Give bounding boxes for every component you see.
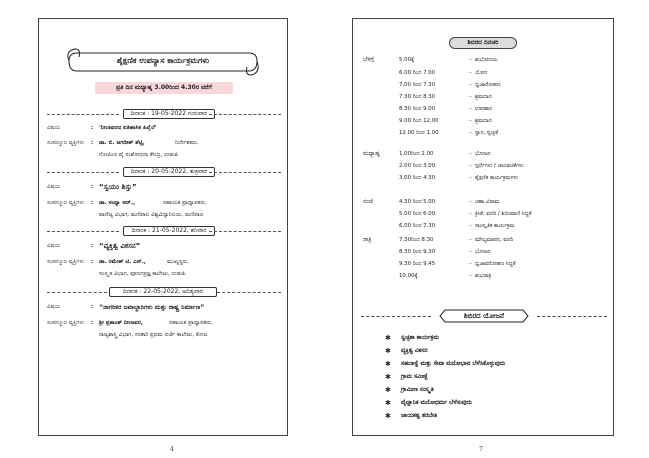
schedule-dash: – [469,82,472,88]
speaker-name: ಡಾ. ಸಂಧ್ಯಾ ಆರ್., [99,200,136,206]
day-date: ದಿನಾಂಕ : 21-05-2022, ಶನಿವಾರ [123,226,215,236]
asterisk-bullet-icon: ✱ [385,347,391,355]
topic-label: ವಿಷಯ [47,125,61,131]
speaker-label: ಸಂಪನ್ಮೂಲ ವ್ಯಕ್ತಿಗಳು [47,200,85,206]
schedule-activity: ಮೌಲ್ಯಮಾಪನ, ವರದಿ [475,237,514,243]
topic-label: ವಿಷಯ [47,243,61,249]
lectures-title-banner [65,47,261,77]
speaker-org: ಗೋವಿಂದ ಪೈ ಸಂಶೋಧನಾ ಕೇಂದ್ರ, ಉಡುಪಿ [99,152,179,158]
schedule-time: 6.00 ರಿಂದ 7.30 [399,223,436,229]
speaker-role: ಸಹಾಯಕ ಪ್ರಾಧ್ಯಾಪಕರು, [163,200,207,206]
schedule-activity: ಯೋಗ [475,70,488,76]
schedule-title: ಶಿಬಿರದ ದಿನಚರಿ [449,37,517,49]
plans-separator [361,309,607,323]
schedule-time: 7.00 ರಿಂದ 7.30 [399,82,436,88]
schedule-time: 4.30 ರಿಂದ 5.00 [399,199,436,205]
left-page: ಶೈಕ್ಷಣಿಕ ಉಪನ್ಯಾಸ ಕಾರ್ಯಕ್ರಮಗಳು ಪ್ರತಿ ದಿನ ಮಧ್ಯಾಹ್ನ 3.00ರಿಂದ 4.30ರ ವರೆಗೆ ದಿನಾಂಕ : 19-05-2022 ಗುರುವಾರ ವಿಷಯ : 'ನೀಲಾವರದ ಐತಿಹಾಸಿಕ ಹಿನ್ನೆಲೆ' ಸಂಪನ್ಮೂಲ ವ್ಯಕ್ತಿಗಳು : ಡಾ. ಬಿ. ಜಗದೀಶ್ ಶೆಟ್ಟಿ, ನಿರ್ದೇಶಕರು, ಗೋವಿಂದ ಪೈ ಸಂಶೋಧನಾ ಕೇಂದ್ರ, ಉಡುಪಿ ದಿನಾಂಕ : 20-05-2022, ಶುಕ್ರವಾರ ವಿಷಯ : “ಸ್ವಯಂ ಶಿಸ್ತು” ಸಂಪನ್ಮೂಲ ವ್ಯಕ್ತಿಗಳು : ಡಾ. ಸಂಧ್ಯಾ ಆರ್., ಸಹಾಯಕ ಪ್ರಾಧ್ಯಾಪಕರು, ವಾಣಿಜ್ಯ ವಿಭಾಗ, ಮಣಿಪಾಲ ವಿಶ್ವವಿದ್ಯಾನಿಲಯ, ಮಣಿಪಾಲ ದಿನಾಂಕ : 21-05-2022, ಶನಿವಾರ ವಿಷಯ : “ವ್ಯಕ್ತಿತ್ವ ವಿಕಸನ” ಸಂಪನ್ಮೂಲ ವ್ಯಕ್ತಿಗಳು : ಡಾ. ರಮೇಶ್ ಟಿ. ಎಸ್., ಮುಖ್ಯಸ್ಥರು, ಸಂಸ್ಕೃತ ವಿಭಾಗ, ಪೂರ್ಣಪ್ರಜ್ಞ ಕಾಲೇಜು, ಉಡುಪಿ ದಿನಾಂಕ : 22-05-2022, ಆದಿತ್ಯವಾರ ವಿಷಯ : “ನಾಗರಿಕರ ಜವಾಬ್ದಾರಿಗಳು ಮತ್ತು ರಾಷ್ಟ್ರ ನಿರ್ಮಾಣ” ಸಂಪನ್ಮೂಲ ವ್ಯಕ್ತಿಗಳು : ಶ್ರೀ ಪ್ರಶಾಂತ್ ನೀಲಾವರ, ಸಹಾಯಕ ಪ್ರಾಧ್ಯಾಪಕರು, ರಾಜ್ಯಶಾಸ್ತ್ರ ವಿಭಾಗ, ಸರಕಾರಿ ಪ್ರಥಮ ದರ್ಜೆ ಕಾಲೇಜು, ಕೋಟ [38,18,288,436]
day-separator [47,167,281,177]
asterisk-bullet-icon: ✱ [385,412,391,420]
schedule-time: 2.00 ರಿಂದ 3.00 [399,163,436,169]
schedule-activity: ಕ್ರೀಡೆ, ವರದಿ / ಶಿಬಿರವಾಣಿ ಸಿದ್ಧತೆ [475,211,532,217]
speaker-org: ರಾಜ್ಯಶಾಸ್ತ್ರ ವಿಭಾಗ, ಸರಕಾರಿ ಪ್ರಥಮ ದರ್ಜೆ ಕಾಲೇಜು, ಕೋಟ [99,332,208,338]
asterisk-bullet-icon: ✱ [385,386,391,394]
asterisk-bullet-icon: ✱ [385,334,391,342]
day-date: ದಿನಾಂಕ : 22-05-2022, ಆದಿತ್ಯವಾರ [109,287,217,297]
speaker-label: ಸಂಪನ್ಮೂಲ ವ್ಯಕ್ತಿಗಳು [47,259,85,265]
schedule-activity: ಚಹಾ ವಿರಾಮ [475,199,500,205]
topic: “ಸ್ವಯಂ ಶಿಸ್ತು” [99,183,137,191]
schedule-dash: – [469,106,472,112]
schedule-time: 5.00 ರಿಂದ 6.00 [399,211,436,217]
asterisk-bullet-icon: ✱ [385,360,391,368]
schedule-activity: ಧ್ವಜಾವರೋಹಣ ಸಿದ್ಧತೆ [475,261,516,267]
speaker-role: ನಿರ್ದೇಶಕರು, [175,140,199,146]
schedule-dash: – [469,130,472,136]
schedule-time: 3.00 ರಿಂದ 4.30 [399,175,436,181]
topic-label: ವಿಷಯ [47,184,61,190]
plan-text: ಸ್ವಚ್ಛತಾ ಕಾರ್ಯಕ್ರಮ [401,335,439,341]
schedule-dash: – [469,70,472,76]
lecture-time-note: ಪ್ರತಿ ದಿನ ಮಧ್ಯಾಹ್ನ 3.00ರಿಂದ 4.30ರ ವರೆಗೆ [95,82,233,94]
plan-text: ಜಾಯಕತ್ವ ತರಬೇತಿ [401,413,437,419]
schedule-activity: ಶೈಕ್ಷಣಿಕ ಕಾರ್ಯಕ್ರಮಗಳು [475,175,519,181]
asterisk-bullet-icon: ✱ [385,373,391,381]
speaker-name: ಡಾ. ಬಿ. ಜಗದೀಶ್ ಶೆಟ್ಟಿ, [99,140,145,146]
day-separator [47,226,281,236]
schedule-time: 7.30 ರಿಂದ 8.30 [399,94,436,100]
right-page [352,18,614,436]
schedule-time: 9.30 ರಿಂದ 9.45 [399,261,436,267]
plan-text: ವೈಜ್ಞಾನಿಕ ಮನೋಧರ್ಮ ಬೆಳೆಸುವುದು [401,400,472,406]
plan-text: ಗ್ರಾಮ ಸಮೀಕ್ಷೆ [401,374,428,380]
period-night: ರಾತ್ರಿ [363,237,372,243]
schedule-activity: ಶ್ರಮದಾನ [475,94,492,100]
schedule-dash: – [469,249,472,255]
speaker-org: ವಾಣಿಜ್ಯ ವಿಭಾಗ, ಮಣಿಪಾಲ ವಿಶ್ವವಿದ್ಯಾನಿಲಯ, ಮಣಿಪಾಲ [99,212,204,218]
plan-text: ಗ್ರಾಮೀಣ ಸಂಸ್ಕೃತಿ [401,387,434,393]
schedule-time: 8.30 ರಿಂದ 9.30 [399,249,436,255]
schedule-dash: – [469,223,472,229]
plans-title-box [439,309,529,323]
plan-text: ವ್ಯಕ್ತಿತ್ವ ವಿಕಸನ [401,348,428,354]
schedule-activity: ಶುಭೋದಯ [475,57,498,63]
schedule-activity: ಧ್ವಜಾರೋಹಣ [475,82,501,88]
schedule-dash: – [469,118,472,124]
schedule-time: 12.00 ರಿಂದ 1.00 [399,130,439,136]
day-separator [47,109,281,119]
period-morning: ಬೆಳಿಗ್ಗೆ [363,57,375,63]
schedule-time: 7.30ರಿಂದ 8.30 [399,237,434,243]
schedule-activity: ಸ್ಪರ್ಧೆಗಳು / ಚಟುವಟಿಕೆಗಳು [475,163,524,169]
plan-text: ಸಹಬಾಳ್ವೆ ಮತ್ತು ಸೇವಾ ಮನೋಭಾವ ಬೆಳೆಸಿಕೊಳ್ಳುವುದು [401,361,506,367]
schedule-time: 6.00 ರಿಂದ 7.00 [399,70,436,76]
schedule-activity: ಭೋಜನ [475,249,491,255]
topic: “ವ್ಯಕ್ತಿತ್ವ ವಿಕಸನ” [99,242,141,250]
period-afternoon: ಮಧ್ಯಾಹ್ನ [363,151,380,157]
schedule-activity: ಭೋಜನ [475,151,491,157]
topic-label: ವಿಷಯ [47,304,61,310]
speaker-org: ಸಂಸ್ಕೃತ ವಿಭಾಗ, ಪೂರ್ಣಪ್ರಜ್ಞ ಕಾಲೇಜು, ಉಡುಪಿ [99,271,186,277]
asterisk-bullet-icon: ✱ [385,399,391,407]
speaker-role: ಮುಖ್ಯಸ್ಥರು, [167,259,189,265]
schedule-activity: ಉಪಹಾರ [475,106,492,112]
schedule-activity: ಶ್ರಮದಾನ [475,118,492,124]
schedule-dash: – [469,163,472,169]
schedule-dash: – [469,199,472,205]
schedule-dash: – [469,151,472,157]
schedule-time: 5.00ಕ್ಕೆ [399,57,415,63]
schedule-dash: – [469,261,472,267]
speaker-name: ಡಾ. ರಮೇಶ್ ಟಿ. ಎಸ್., [99,259,146,265]
schedule-dash: – [469,211,472,217]
speaker-name: ಶ್ರೀ ಪ್ರಶಾಂತ್ ನೀಲಾವರ, [99,320,143,326]
schedule-dash: – [469,94,472,100]
schedule-time: 10.00ಕ್ಕೆ [399,273,418,279]
lectures-title: ಶೈಕ್ಷಣಿಕ ಉಪನ್ಯಾಸ ಕಾರ್ಯಕ್ರಮಗಳು [116,56,210,65]
schedule-dash: – [469,175,472,181]
schedule-activity: ಸ್ನಾನ, ಸ್ವಚ್ಛತೆ [475,130,498,136]
speaker-role: ಸಹಾಯಕ ಪ್ರಾಧ್ಯಾಪಕರು, [169,320,213,326]
period-evening: ಸಂಜೆ [363,199,373,205]
schedule-time: 1.00ರಿಂದ 2.00 [399,151,434,157]
page-number-right: 7 [479,446,483,453]
schedule-dash: – [469,237,472,243]
schedule-dash: – [469,57,472,63]
schedule-time: 9.00 ರಿಂದ 12.00 [399,118,439,124]
speaker-label: ಸಂಪನ್ಮೂಲ ವ್ಯಕ್ತಿಗಳು [47,320,85,326]
schedule-dash: – [469,273,472,279]
topic: 'ನೀಲಾವರದ ಐತಿಹಾಸಿಕ ಹಿನ್ನೆಲೆ' [99,125,157,131]
day-date: ದಿನಾಂಕ : 20-05-2022, ಶುಕ್ರವಾರ [123,167,215,177]
topic: “ನಾಗರಿಕರ ಜವಾಬ್ದಾರಿಗಳು ಮತ್ತು ರಾಷ್ಟ್ರ ನಿರ್ಮಾಣ” [99,304,205,311]
schedule-activity: ಶುಭರಾತ್ರಿ [475,273,492,279]
schedule-activity: ಸಾಂಸ್ಕೃತಿಕ ಕಾರ್ಯಕ್ರಮ [475,223,515,229]
day-separator [47,287,281,297]
speaker-label: ಸಂಪನ್ಮೂಲ ವ್ಯಕ್ತಿಗಳು [47,140,85,146]
day-date: ದಿನಾಂಕ : 19-05-2022 ಗುರುವಾರ [123,109,215,119]
plans-title: ಶಿಬಿರದ ಯೋಜನೆ [463,312,505,320]
page-number-left: 4 [170,446,174,453]
schedule-time: 8.30 ರಿಂದ 9.00 [399,106,436,112]
